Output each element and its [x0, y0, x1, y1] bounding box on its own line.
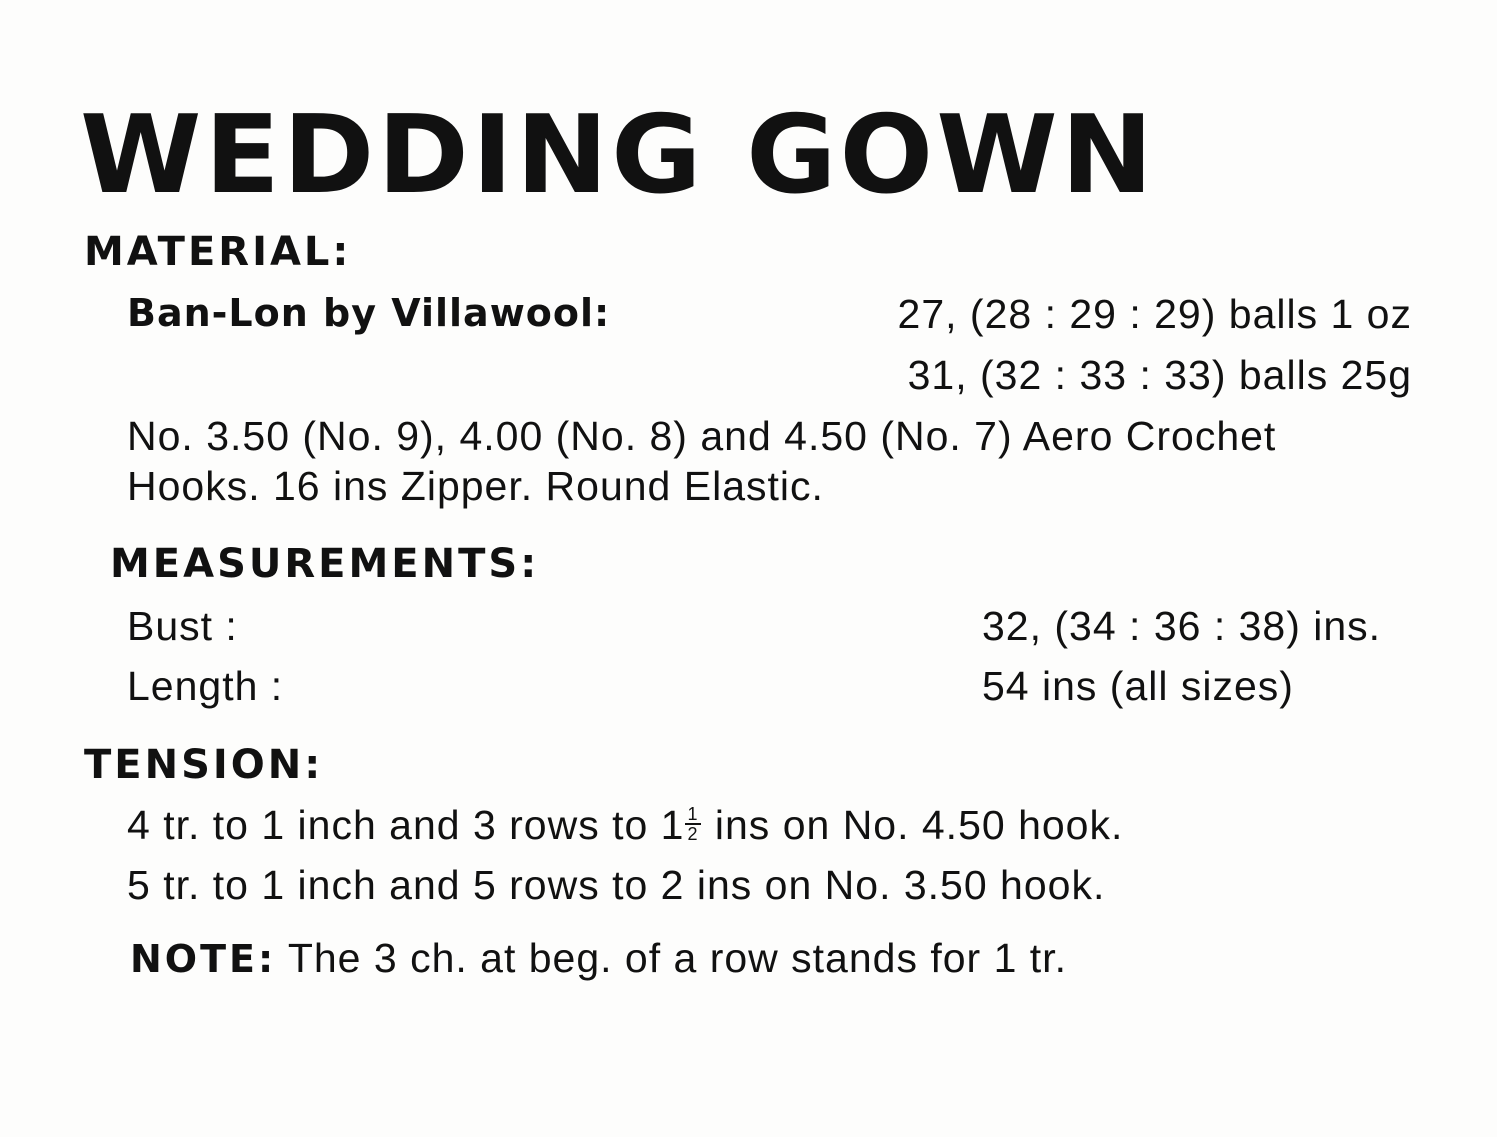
note-text: The 3 ch. at beg. of a row stands for 1 tr. [276, 935, 1067, 981]
page-title: WEDDING GOWN [80, 93, 1157, 218]
hooks-line-2: Hooks. 16 ins Zipper. Round Elastic. [127, 463, 824, 509]
tension-line-1 [127, 802, 1124, 848]
tension-line-1-end: ins on No. 4.50 hook. [702, 802, 1124, 848]
bust-label: Bust : [127, 603, 238, 649]
note-label: NOTE: [130, 937, 277, 981]
yarn-quantity-g: 31, (32 : 33 : 33) balls 25g [907, 352, 1412, 398]
fraction-denominator: 2 [687, 824, 699, 845]
one-half-fraction [685, 805, 700, 843]
fraction-numerator: 1 [687, 804, 699, 825]
note-line [130, 935, 1067, 981]
length-label: Length : [127, 663, 284, 709]
measurements-heading: MEASUREMENTS: [110, 541, 540, 587]
hooks-line-1: No. 3.50 (No. 9), 4.00 (No. 8) and 4.50 (No. 7) Aero Crochet [127, 413, 1277, 459]
yarn-quantity-oz: 27, (28 : 29 : 29) balls 1 oz [897, 291, 1412, 337]
tension-line-1-start: 4 tr. to 1 inch and 3 rows to 1 [127, 802, 685, 848]
bust-value: 32, (34 : 36 : 38) ins. [982, 603, 1382, 649]
material-heading: MATERIAL: [84, 229, 352, 275]
length-value: 54 ins (all sizes) [982, 663, 1294, 709]
tension-heading: TENSION: [84, 742, 324, 788]
tension-line-2: 5 tr. to 1 inch and 5 rows to 2 ins on No. 3.50 hook. [127, 862, 1106, 908]
yarn-label: Ban-Lon by Villawool: [127, 291, 611, 335]
